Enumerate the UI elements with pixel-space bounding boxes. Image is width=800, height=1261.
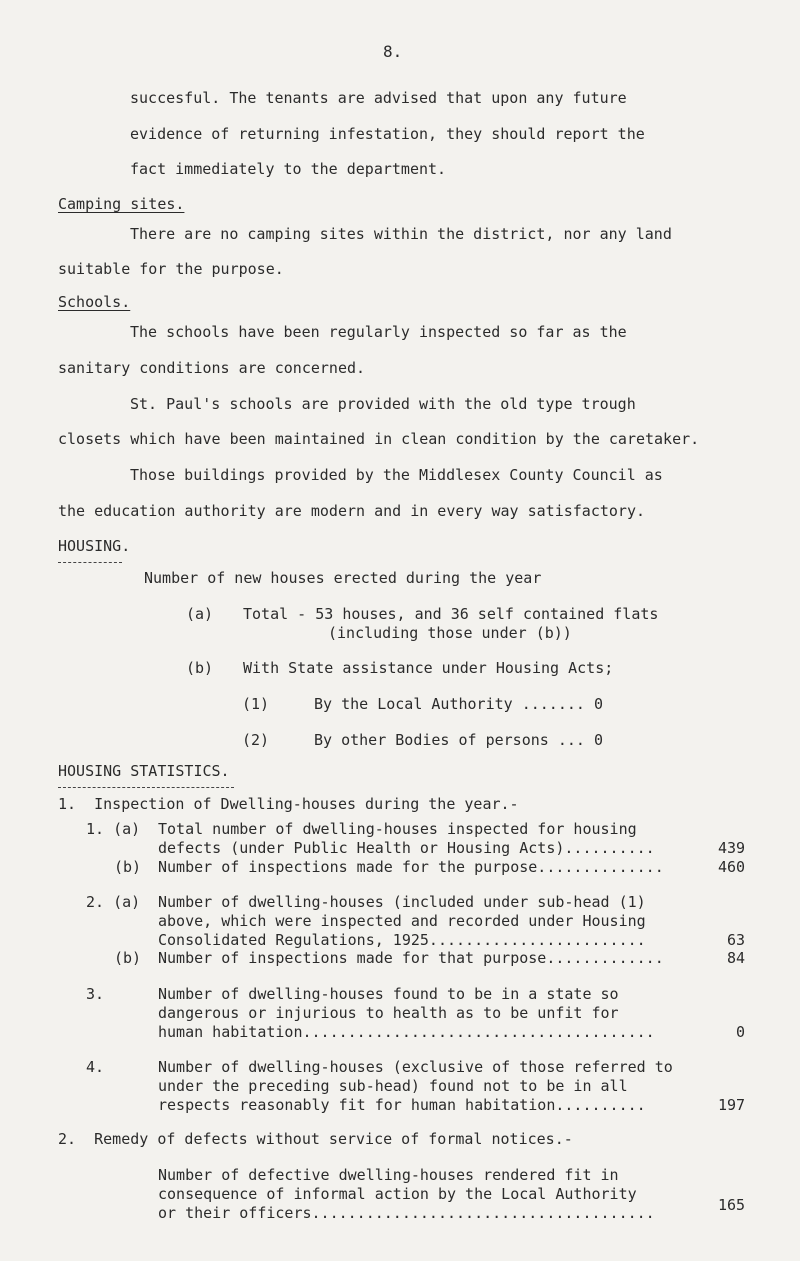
stats-heading: HOUSING STATISTICS. [58,762,230,780]
schools-line: The schools have been regularly inspected so far as the [130,323,627,341]
stat-2b-text: Number of inspections made for that purpose............. [158,949,664,967]
schools-line: Those buildings provided by the Middlesex County Council as [130,466,663,484]
para-line: succesful. The tenants are advised that upon any future [130,89,627,107]
housing-b2-label: (2) [242,731,270,749]
schools-line: sanitary conditions are concerned. [58,359,366,377]
stat-2a-text: Consolidated Regulations, 1925........................ [158,931,646,949]
stat-3-value: 0 [736,1023,746,1041]
remedy-text: or their officers...................................... [158,1204,655,1222]
stat-4-value: 197 [718,1096,746,1114]
housing-heading: HOUSING. [58,537,131,555]
schools-heading: Schools. [58,293,131,311]
stats-heading-rule [58,787,234,788]
remedy-text: consequence of informal action by the Local Authority [158,1185,637,1203]
stat-1b-value: 460 [718,858,746,876]
stat-1a-value: 439 [718,839,746,857]
camping-line: suitable for the purpose. [58,260,284,278]
schools-line: the education authority are modern and in every way satisfactory. [58,502,645,520]
stat-2b-value: 84 [727,949,746,967]
stat-1a-text: Total number of dwelling-houses inspected for housing [158,820,637,838]
para-line: fact immediately to the department. [130,160,447,178]
housing-a-line: Total - 53 houses, and 36 self contained flats [243,605,659,623]
para-line: evidence of returning infestation, they should report the [130,125,645,143]
stat-2a-text: above, which were inspected and recorded under Housing [158,912,646,930]
housing-intro: Number of new houses erected during the year [144,569,542,587]
remedy-text: Number of defective dwelling-houses rendered fit in [158,1166,619,1184]
stat-3-text: human habitation....................................... [158,1023,655,1041]
stat-1b-text: Number of inspections made for the purpose.............. [158,858,664,876]
stat-2a-value: 63 [727,931,746,949]
schools-line: closets which have been maintained in clean condition by the caretaker. [58,430,700,448]
housing-a-label: (a) [186,605,214,623]
stats-section-1-title: 1. Inspection of Dwelling-houses during the year.- [58,795,519,813]
stat-3-text: Number of dwelling-houses found to be in a state so [158,985,619,1003]
housing-a-line: (including those under (b)) [328,624,572,642]
stat-4-number: 4. [86,1058,105,1076]
stat-1a-text: defects (under Public Health or Housing Acts).......... [158,839,655,857]
housing-b-text: With State assistance under Housing Acts; [243,659,614,677]
camping-line: There are no camping sites within the district, nor any land [130,225,672,243]
stat-4-text: respects reasonably fit for human habitation.......... [158,1096,646,1114]
stats-section-2-title: 2. Remedy of defects without service of formal notices.- [58,1130,573,1148]
stat-2b-number: (b) [114,949,142,967]
stat-1b-number: (b) [114,858,142,876]
housing-b1-label: (1) [242,695,270,713]
remedy-value: 165 [718,1196,746,1214]
stat-1a-number: 1. (a) [86,820,141,838]
stat-2a-text: Number of dwelling-houses (included under sub-head (1) [158,893,646,911]
housing-b-label: (b) [186,659,214,677]
camping-heading: Camping sites. [58,195,185,213]
housing-b2-text: By other Bodies of persons ... 0 [314,731,603,749]
stat-2a-number: 2. (a) [86,893,141,911]
stat-4-text: under the preceding sub-head) found not to be in all [158,1077,628,1095]
page-number: 8. [383,42,403,61]
housing-b1-text: By the Local Authority ....... 0 [314,695,603,713]
stat-3-text: dangerous or injurious to health as to be unfit for [158,1004,619,1022]
housing-heading-rule [58,562,122,563]
stat-4-text: Number of dwelling-houses (exclusive of those referred to [158,1058,673,1076]
stat-3-number: 3. [86,985,105,1003]
schools-line: St. Paul's schools are provided with the old type trough [130,395,636,413]
